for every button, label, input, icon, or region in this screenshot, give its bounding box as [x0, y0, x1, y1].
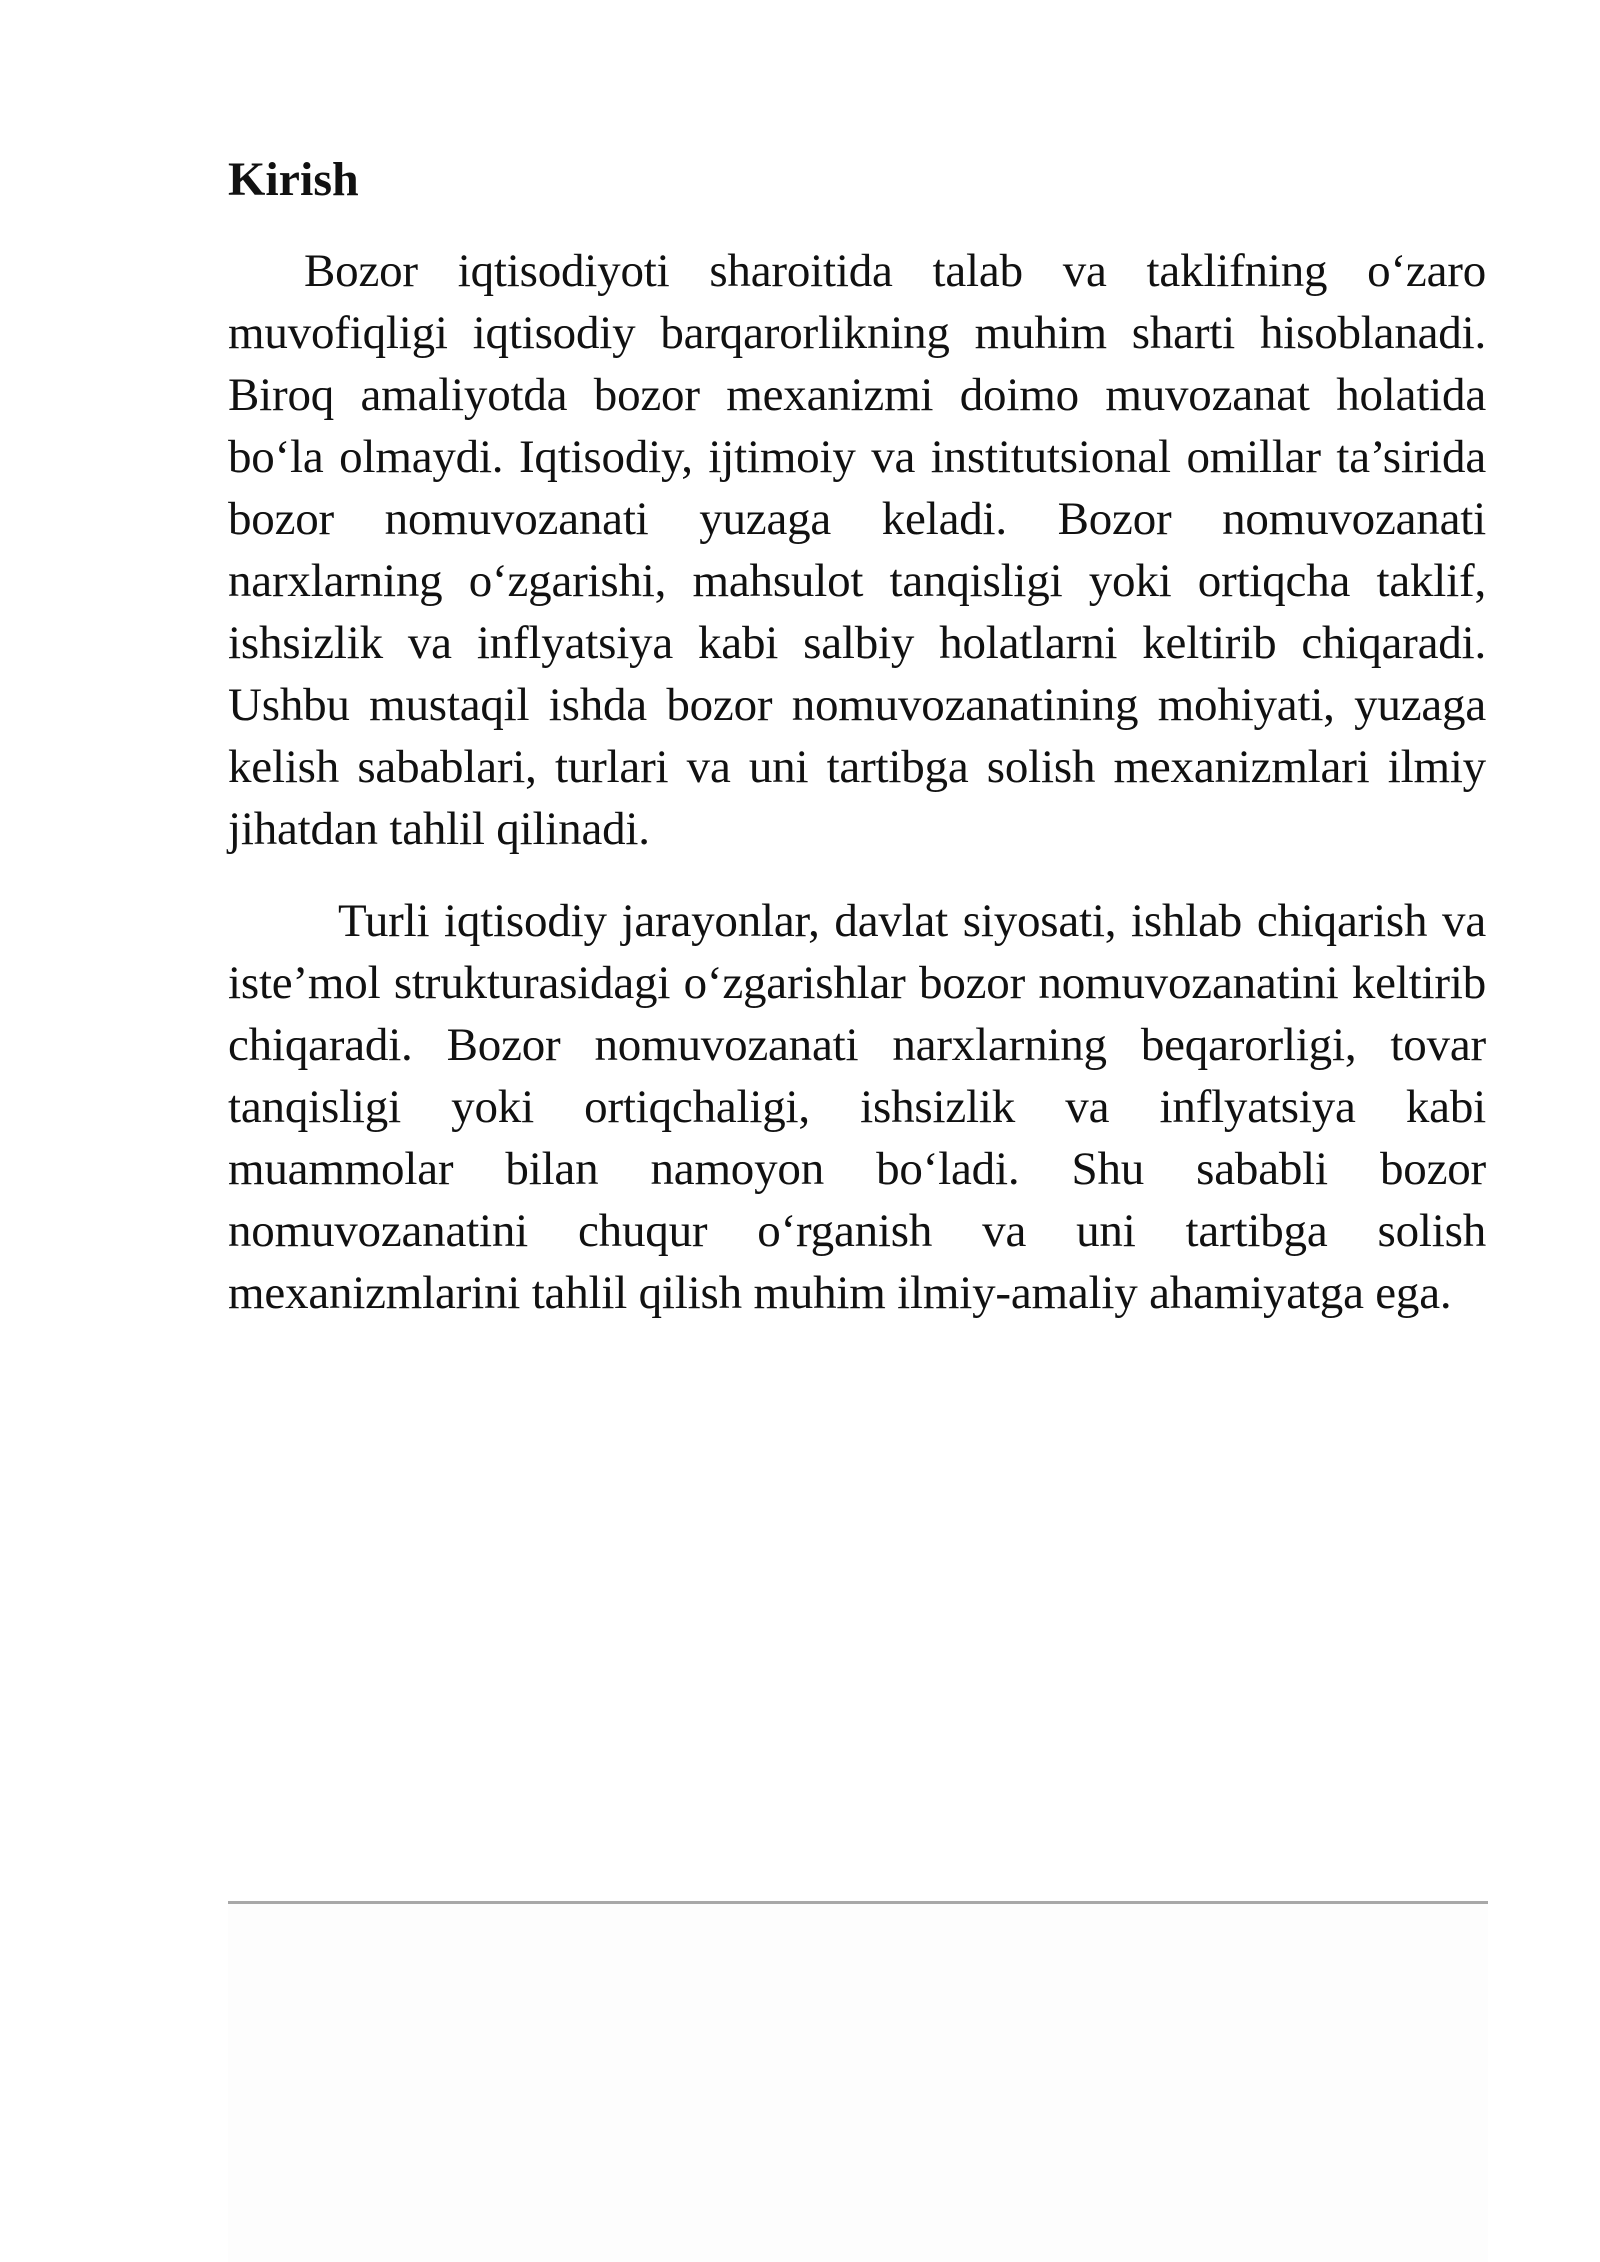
footer-area [228, 1904, 1488, 2262]
document-body [228, 150, 1486, 1324]
paragraph-2: Turli iqtisodiy jarayonlar, davlat siyosati, ishlab chiqarish va iste’mol strukturasidagi o‘zgarishlar bozor nomuvozanatini keltirib chiqaradi. Bozor nomuvozanati narxlarning beqarorligi, tovar tanqisligi yoki ortiqchaligi, ishsizlik va inflyatsiya kabi muammolar bilan namoyon bo‘ladi. Shu sababli bozor nomuvozanatini chuqur o‘rganish va uni tartibga solish mexanizmlarini tahlil qilish muhim ilmiy-amaliy ahamiyatga ega. [228, 895, 1486, 1319]
section-heading: Kirish [228, 153, 359, 206]
paragraph-1: Bozor iqtisodiyoti sharoitida talab va taklifning o‘zaro muvofiqligi iqtisodiy barqarorlikning muhim sharti hisoblanadi. Biroq amaliyotda bozor mexanizmi doimo muvozanat holatida bo‘la olmaydi. Iqtisodiy, ijtimoiy va institutsional omillar ta’sirida bozor nomuvozanati yuzaga keladi. Bozor nomuvozanati narxlarning o‘zgarishi, mahsulot tanqisligi yoki ortiqcha taklif, ishsizlik va inflyatsiya kabi salbiy holatlarni keltirib chiqaradi. Ushbu mustaqil ishda bozor nomuvozanatining mohiyati, yuzaga kelish sabablari, turlari va uni tartibga solish mexanizmlari ilmiy jihatdan tahlil qilinadi. [228, 245, 1486, 855]
